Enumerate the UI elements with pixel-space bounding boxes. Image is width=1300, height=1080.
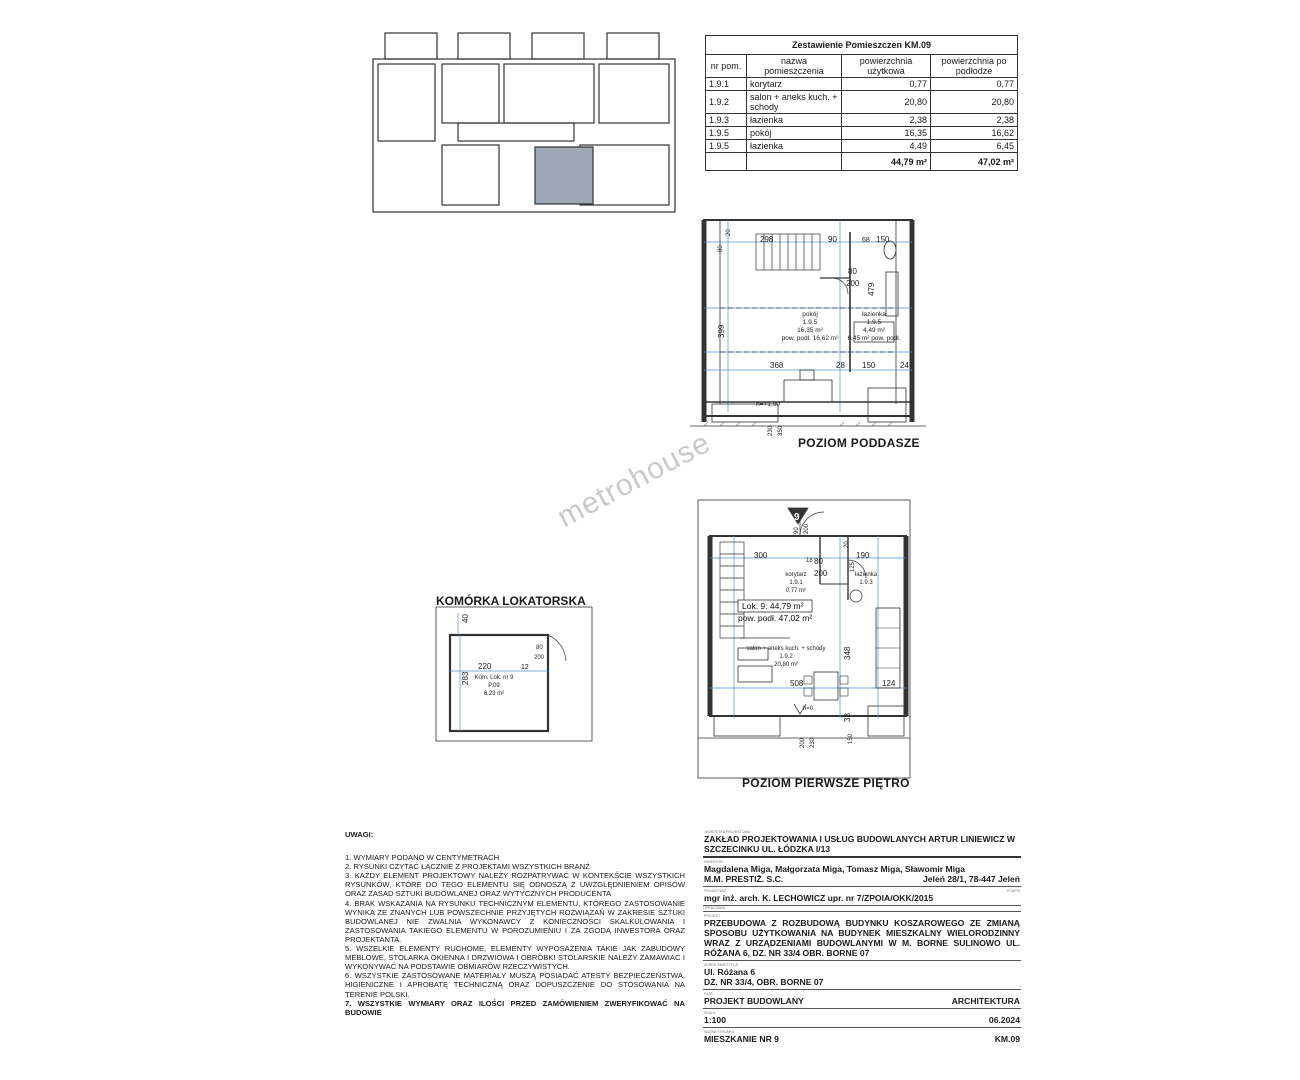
dim-label: 230 xyxy=(810,737,816,748)
tb-label: PODPIS xyxy=(1006,889,1020,893)
dim-label: 24 xyxy=(900,361,909,370)
tb-investor-company: M.M. PRESTIŻ. S.C. xyxy=(704,874,784,884)
note-item: 2. RYSUNKI CZYTAĆ ŁĄCZNIE Z PROJEKTAMI WSZYSTKICH BRANŻ xyxy=(345,862,590,872)
room-label: 0,77 m² xyxy=(785,588,807,594)
cell-name: pokój xyxy=(747,127,842,140)
room-label: łazienka xyxy=(862,311,886,318)
level-label: h=0 xyxy=(802,706,814,712)
dim-label: 200 xyxy=(814,569,828,578)
dim-label: 20 xyxy=(726,229,732,236)
cell-name: łazienka xyxy=(747,114,842,127)
tb-investor-names: Magdalena Miga, Małgorzata Miga, Tomasz Miga, Sławomir Miga xyxy=(704,864,966,874)
header-name: nazwa pomieszczenia xyxy=(747,55,842,78)
room-label: salon + aneks kuch. + schody xyxy=(746,646,826,652)
room-label: łazienka xyxy=(854,572,878,578)
attic-plan-caption: POZIOM PODDASZE xyxy=(798,436,920,450)
dim-label: 190 xyxy=(856,551,870,560)
dim-label: 18 xyxy=(806,558,813,564)
dim-label: 150 xyxy=(876,235,890,244)
table-row xyxy=(706,78,1018,91)
cell-usable: 0,77 xyxy=(842,78,931,91)
dim-label: 38 xyxy=(843,713,852,722)
tb-drawing-name: MIESZKANIE NR 9 xyxy=(704,1034,779,1044)
dim-label: 283 xyxy=(461,671,470,685)
cell-floor: 2,38 xyxy=(931,114,1018,127)
note-item: 4. BRAK WSKAZANIA NA RYSUNKU TECHNICZNYM ELEMENTU, KTÓREGO ZASTOSOWANIE WYNIKA ZE ZNANYCH LUB POWSZECHNIE PRZYJĘTYCH ROZWIĄZAŃ W ZAKRESIE SZTUKI BUDOWLANEJ NIE ZWALNIA WYKONAWCY Z KONIECZNOŚCI SKALKULOWANIA I ZASTOSOWANIA TAKIEGO ELEMENTU W POROZUMIENIU I ZA ZGODĄ INWESTORA ORAZ PROJEKTANTA. xyxy=(345,898,685,944)
room-label: 4,49 m² xyxy=(862,327,886,334)
note-item: 7. WSZYSTKIE WYMIARY ORAZ ILOŚCI PRZED ZAMÓWIENIEM ZWERYFIKOWAĆ NA BUDOWIE xyxy=(345,998,685,1017)
dim-label: 479 xyxy=(867,282,876,296)
tb-date: 06.2024 xyxy=(988,1015,1020,1025)
cell-usable: 16,35 xyxy=(842,127,931,140)
tb-office-row xyxy=(703,828,1021,858)
cell-nr: 1.9.1 xyxy=(706,78,747,91)
watermark: metrohouse xyxy=(552,425,717,535)
table-row xyxy=(706,114,1018,127)
dim-label: 125 xyxy=(850,561,856,572)
tb-scale: 1:100 xyxy=(704,1015,726,1025)
room-label: Kom. Lok. nr 9 xyxy=(474,675,514,681)
dim-label: 90 xyxy=(828,235,837,244)
tb-office: ZAKŁAD PROJEKTOWANIA I USŁUG BUDOWLANYCH ARTUR LINIEWICZ W SZCZECINKU UL. ŁÓDZKA I/13 xyxy=(704,834,1015,854)
dim-label: 230 xyxy=(768,425,774,436)
header-floor: powierzchnia po podłodze xyxy=(931,55,1018,78)
note-item: 1. WYMIARY PODANO W CENTYMETRACH xyxy=(345,853,500,863)
storage-plan xyxy=(434,605,594,745)
tb-label: FAZA xyxy=(704,992,713,996)
title-block xyxy=(703,828,1021,1046)
first-floor-plan xyxy=(690,498,930,782)
unit-number: 9 xyxy=(794,512,800,523)
tb-label: ADRES INWESTYCJI xyxy=(704,963,739,967)
cell-usable: 20,80 xyxy=(842,91,931,114)
cell-floor: 6,45 xyxy=(931,140,1018,153)
room-label: 6,45 m² pow. podł. xyxy=(847,335,901,342)
cell-floor: 20,80 xyxy=(931,91,1018,114)
dim-label: 68 xyxy=(862,237,870,244)
cell-floor: 0,77 xyxy=(931,78,1018,91)
total-floor: 47,02 m² xyxy=(931,153,1018,171)
tb-scale-row xyxy=(703,1009,1021,1028)
tb-address-row xyxy=(703,961,1021,990)
tb-project-row xyxy=(703,912,1021,961)
note-item: 5. WSZELKIE ELEMENTY RUCHOME, ELEMENTY WYPOSAŻENIA TAKIE JAK ZABUDOWY MEBLOWE, STOLARKA OKIENNA I DRZWIOWA I OBRÓBKI STOLARSKIE NALEŻY ZAMAWIAĆ I WYKONYWAĆ NA PODSTAWIE OBMIARÓW RZECZYWISTYCH. xyxy=(345,944,685,972)
room-label: 1.9.5 xyxy=(866,319,882,326)
key-plan xyxy=(370,30,680,215)
dim-label: 20 xyxy=(844,541,850,548)
dim-label: 80 xyxy=(718,245,724,252)
dim-label: 200 xyxy=(846,279,860,288)
dim-label: 508 xyxy=(790,679,804,688)
header-nr: nr pom. xyxy=(706,55,747,78)
table-row xyxy=(706,127,1018,140)
cell-usable: 2,38 xyxy=(842,114,931,127)
notes-header: UWAGI: xyxy=(345,830,374,839)
dim-label: 90 xyxy=(794,527,800,534)
cell-name: łazienka xyxy=(747,140,842,153)
room-label: pokój xyxy=(802,311,818,318)
dim-label: 200 xyxy=(804,523,810,534)
table-total-row xyxy=(706,153,1018,171)
unit-label: Lok. 9: 44,79 m² xyxy=(742,601,804,611)
dim-label: 368 xyxy=(770,361,784,370)
tb-drawing-no: KM.09 xyxy=(994,1034,1020,1044)
tb-drawing-row xyxy=(703,1028,1021,1046)
dim-label: 150 xyxy=(848,733,854,744)
table-row xyxy=(706,140,1018,153)
tb-designer-row xyxy=(703,887,1021,906)
dim-label: 399 xyxy=(717,324,726,338)
tb-address-1: Ul. Różana 6 xyxy=(704,967,756,977)
room-label: 1.9.2 xyxy=(779,654,793,660)
tb-project-title: PRZEBUDOWA Z ROZBUDOWĄ BUDYNKU KOSZAROWEGO ZE ZMIANĄ SPOSOBU UŻYTKOWANIA NA BUDYNEK MIESZKALNY WIELORODZINNY WRAZ Z URZĄDZENIAMI BUDOWLANYMI W M. BORNE SULINOWO UL. RÓŻANA 6, DZ. NR 33/4 OBR. BORNE 07 xyxy=(704,918,1020,958)
tb-investor-row xyxy=(703,858,1021,887)
cell-floor: 16,62 xyxy=(931,127,1018,140)
room-label: 1.9.5 xyxy=(802,319,818,326)
cell-nr: 1.9.5 xyxy=(706,127,747,140)
tb-label: NAZWA RYSUNKU xyxy=(704,1030,735,1034)
key-plan-unit-highlight xyxy=(535,147,593,204)
cell-nr: 1.9.2 xyxy=(706,91,747,114)
dim-label: 298 xyxy=(760,235,774,244)
dim-label: 80 xyxy=(536,645,543,651)
tb-label: INWESTOR xyxy=(704,860,723,864)
tb-label: SKALA xyxy=(704,1011,716,1015)
room-label: 1.9.1 xyxy=(789,580,803,586)
dim-label: 348 xyxy=(843,646,852,660)
room-label: 20,80 m² xyxy=(774,662,798,668)
tb-designer: mgr inż. arch. K. LECHOWICZ upr. nr 7/ZPOIA/OKK/2015 xyxy=(704,893,934,903)
dim-label: 28 xyxy=(836,361,845,370)
rooms-table-caption: Zestawienie Pomieszczen KM.09 xyxy=(706,36,1018,55)
dim-label: 350 xyxy=(778,425,784,436)
notes-block xyxy=(345,830,685,1017)
cell-nr: 1.9.3 xyxy=(706,114,747,127)
dim-label: 40 xyxy=(461,614,470,623)
room-label: korytarz xyxy=(785,572,807,578)
cell-name: korytarz xyxy=(747,78,842,91)
dim-label: 200 xyxy=(800,737,806,748)
table-row xyxy=(706,91,1018,114)
tb-phase: PROJEKT BUDOWLANY xyxy=(704,996,804,1006)
dim-label: 80 xyxy=(848,267,857,276)
dim-label: 124 xyxy=(882,679,896,688)
room-label: 6,23 m² xyxy=(483,691,505,697)
level-label: h=+1,90 xyxy=(756,401,780,408)
tb-address-2: DZ. NR 33/4, OBR. BORNE 07 xyxy=(704,977,824,987)
total-usable: 44,79 m² xyxy=(842,153,931,171)
note-item: 6. WSZYSTKIE ZASTOSOWANE MATERIAŁY MUSZĄ POSIADAĆ ATESTY BEZPIECZEŃSTWA, HIGIENICZNE I APROBATĘ TECHNICZNĄ ORAZ DOPUSZCZENIE DO STOSOWANIA NA TERENIE POLSKI. xyxy=(345,971,685,999)
first-floor-caption: POZIOM PIERWSZE PIĘTRO xyxy=(742,776,910,790)
rooms-table xyxy=(705,35,1018,171)
cell-usable: 4,49 xyxy=(842,140,931,153)
room-label: 1.9.3 xyxy=(859,580,873,586)
header-usable: powierzchnia użytkowa xyxy=(842,55,931,78)
room-label: pow. podł. 16,62 m² xyxy=(781,335,839,342)
unit-floor-label: pow. podł. 47,02 m² xyxy=(738,613,813,623)
tb-phase-row xyxy=(703,990,1021,1009)
dim-label: 12 xyxy=(521,664,529,671)
cell-name: salon + aneks kuch. + schody xyxy=(747,91,842,114)
dim-label: 80 xyxy=(814,557,823,566)
tb-label: OPRACOWAŁ xyxy=(703,906,726,910)
dim-label: 300 xyxy=(754,551,768,560)
tb-label: JEDNOSTKA PROJEKTOWA xyxy=(704,830,751,834)
dim-label: 220 xyxy=(478,662,492,671)
tb-label: PROJEKTANT xyxy=(704,889,727,893)
cell-nr: 1.9.5 xyxy=(706,140,747,153)
dim-label: 150 xyxy=(862,361,876,370)
tb-branch: ARCHITEKTURA xyxy=(951,996,1020,1006)
note-item: 3. KAŻDY ELEMENT PROJEKTOWY NALEŻY ROZPATRYWAĆ W KONTEKŚCIE WSZYSTKICH RYSUNKÓW, KTÓRE DO TEGO ELEMENTU SIĘ ODNOSZĄ Z UWZGLĘDNIENIEM OPISÓW ORAZ ZASAD SZTUKI BUDOWLANEJ ORAZ WYTYCZNYCH PRODUCENTA xyxy=(345,871,685,899)
tb-label: PROJEKT xyxy=(704,914,721,918)
room-label: 16,35 m² xyxy=(797,327,823,334)
storage-caption: KOMÓRKA LOKATORSKA xyxy=(436,594,586,608)
attic-floor-plan xyxy=(690,212,930,452)
tb-investor-address: Jeleń 28/1, 78-447 Jeleń xyxy=(923,874,1020,884)
dim-label: 200 xyxy=(534,655,545,661)
room-label: P.09 xyxy=(488,683,500,689)
